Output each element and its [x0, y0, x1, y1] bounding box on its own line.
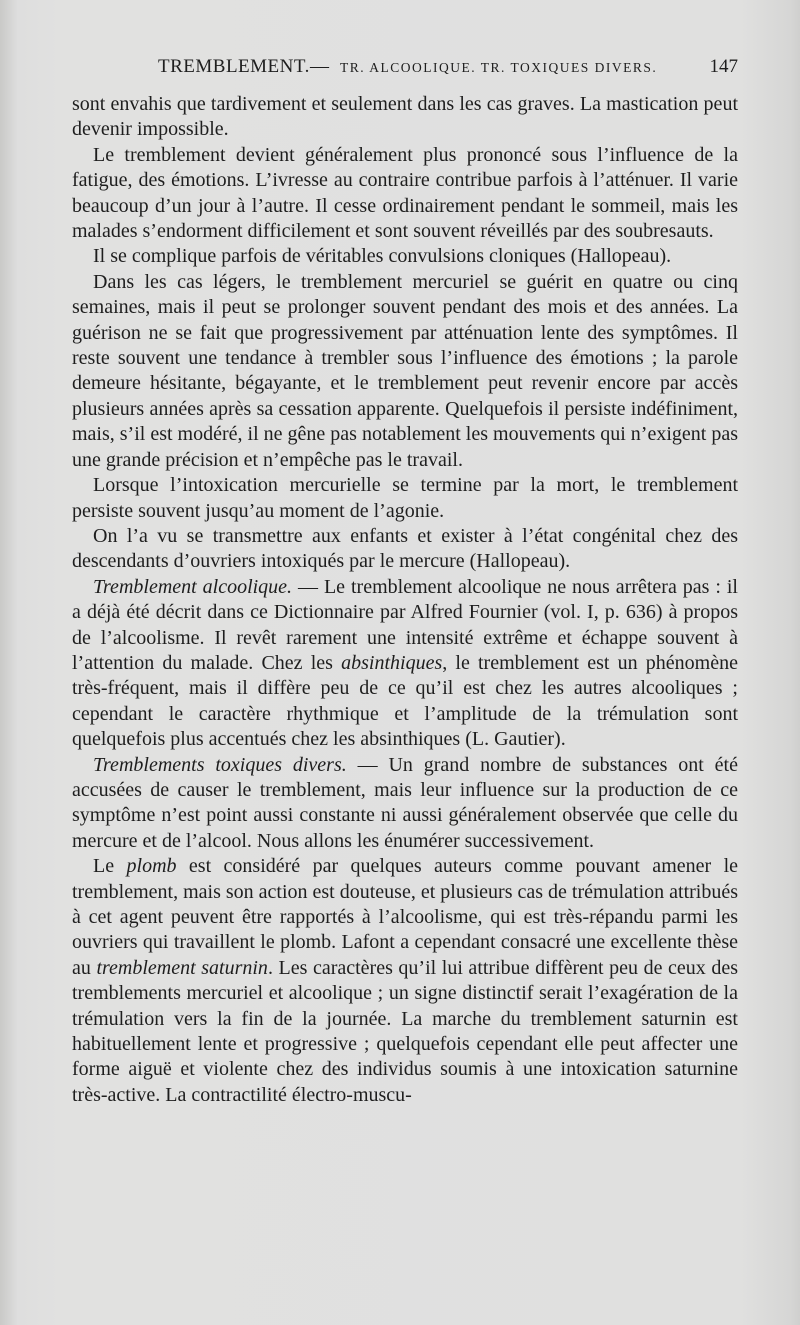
body-text: [72, 92, 738, 1108]
paragraph-1: [72, 92, 738, 143]
paragraph-text: Lorsque l’intoxication mercurielle se termine par la mort, le tremblement persiste souvent jusqu’au moment de l’agonie.: [72, 474, 738, 522]
header-subtitle: TR. ALCOOLIQUE. TR. TOXIQUES DIVERS.: [340, 60, 658, 75]
running-header: [72, 54, 738, 90]
paragraph-5: [72, 473, 738, 524]
paragraph-text: — Un grand nombre de substances ont été accusées de causer le tremblement, mais leur influence sur la production de ce symptôme n’est point aussi constante ni aussi généralement observée que celle du mercure et de l’alcool. Nous allons les énumérer successivement.: [72, 753, 738, 852]
paragraph-text: On l’a vu se transmettre aux enfants et exister à l’état congénital chez des descendants d’ouvriers intoxiqués par le mercure (Hallopeau).: [72, 524, 738, 573]
italic-term: absinthiques: [341, 651, 443, 674]
header-separator: —: [310, 56, 329, 77]
paragraph-plomb: [72, 854, 738, 1108]
section-heading: Tremblement alcoolique.: [93, 575, 293, 598]
paragraph-text: Il se complique parfois de véritables convulsions cloniques (Hallopeau).: [93, 245, 672, 268]
paragraph-text: sont envahis que tardivement et seulement dans les cas graves. La mastication peut devenir impossible.: [72, 93, 738, 141]
paragraph-text: . Les caractères qu’il lui attribue diffèrent peu de ceux des tremblements mercuriel et alcoolique ; un signe distinctif serait l’exagération de la trémulation vers la fin de la journée. La marche du tremblement saturnin est habituellement lente et progressive ; quelquefois cependant elle peut affecter une forme aiguë et violente chez des individus soumis à une intoxication saturnine très-active. La contractilité électro-muscu-: [72, 956, 738, 1106]
paragraph-text: Dans les cas légers, le tremblement mercuriel se guérit en quatre ou cinq semaines, mais il peut se prolonger souvent pendant des mois et des années. La guérison ne se fait que progressivement par atténuation lente des symptômes. Il reste souvent une tendance à trembler sous l’influence des émotions ; la parole demeure hésitante, bégayante, et le tremblement peut revenir encore par accès plusieurs années après sa cessation apparente. Quelquefois il persiste indéfiniment, mais, s’il est modéré, il ne gêne pas notablement les mouvements qui n’exigent pas une grande précision et n’empêche pas le travail.: [72, 270, 738, 471]
paragraph-toxiques: [72, 753, 738, 855]
section-heading: Tremblements toxiques divers.: [93, 753, 347, 776]
paragraph-4: [72, 270, 738, 473]
page-number: 147: [709, 56, 738, 77]
header-title: TREMBLEMENT.: [158, 56, 310, 77]
italic-term: plomb: [126, 855, 177, 878]
paragraph-text: , le tremblement est un phénomène très-fréquent, mais il diffère peu de ce qu’il est chez les autres alcooliques ; cependant le caractère rhythmique et l’amplitude de la trémulation sont quelquefois plus accentués chez les absinthiques (L. Gautier).: [72, 651, 738, 751]
paragraph-text: — Le tremblement alcoolique ne nous arrêtera pas : il a déjà été décrit dans ce Dictionnaire par Alfred Fournier (vol. I, p. 636) à propos de l’alcoolisme. Il revêt rarement une intensité extrême et échappe souvent à l’attention du malade. Chez les: [72, 575, 738, 674]
paragraph-6: [72, 524, 738, 575]
paragraph-text: Le: [93, 855, 127, 878]
paragraph-3: [72, 244, 738, 269]
paragraph-alcoolique: [72, 575, 738, 753]
paragraph-2: [72, 143, 738, 245]
paragraph-text: est considéré par quelques auteurs comme pouvant amener le tremblement, mais son action est douteuse, et plusieurs cas de trémulation attribués à cet agent peuvent être rapportés à l’alcoolisme, qui est très-répandu parmi les ouvriers qui travaillent le plomb. Lafont a cependant consacré une excellente thèse au: [72, 855, 739, 979]
italic-term: tremblement saturnin: [96, 956, 268, 979]
paragraph-text: Le tremblement devient généralement plus prononcé sous l’influence de la fatigue, des émotions. L’ivresse au contraire contribue parfois à l’atténuer. Il varie beaucoup d’un jour à l’autre. Il cesse ordinairement pendant le sommeil, mais les malades s’endorment difficilement et sont souvent réveillés par des soubresauts.: [72, 143, 738, 243]
